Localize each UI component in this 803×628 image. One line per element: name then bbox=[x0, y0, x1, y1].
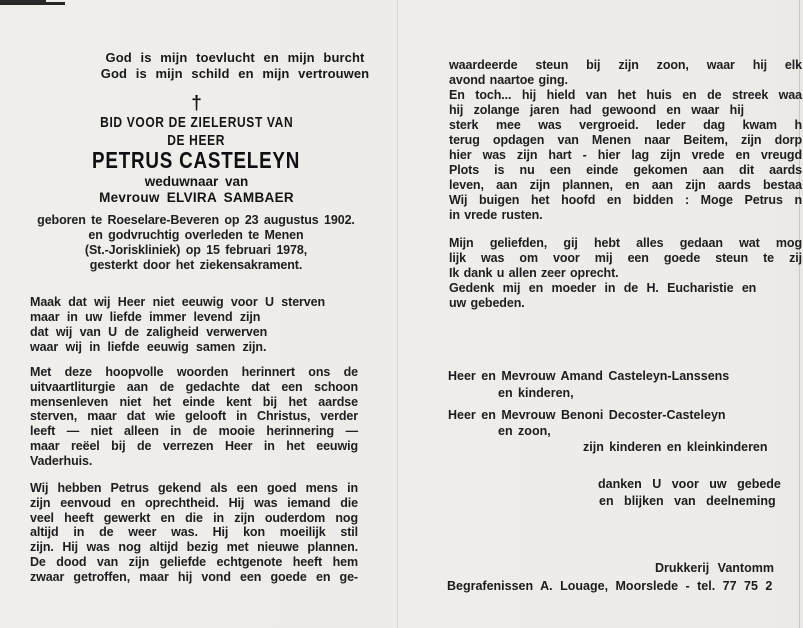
thanks-line: danken U voor uw gebede bbox=[598, 477, 781, 491]
prayer-title bbox=[30, 114, 363, 131]
body-line: in vrede rusten. bbox=[449, 208, 543, 222]
family-couple2-children: en zoon, bbox=[498, 424, 551, 438]
body-line: zwaar getroffen, maar hij vond een goede en ge- bbox=[30, 569, 358, 584]
body-line: Gedenk mij en moeder in de H. Eucharistie en bbox=[449, 281, 757, 295]
epigraph-line: God is mijn toevlucht en mijn burcht bbox=[105, 50, 365, 65]
sacrament-line: gesterkt door het ziekensakrament. bbox=[89, 258, 303, 272]
deceased-name bbox=[30, 147, 363, 174]
death-place-line: (St.-Joriskliniek) op 15 februari 1978, bbox=[84, 243, 308, 257]
body-line: avond naartoe ging. bbox=[449, 73, 568, 87]
body-line: leeft — niet alleen in de mooie herinnering — bbox=[30, 424, 358, 438]
family-couple1-children: en kinderen, bbox=[498, 386, 574, 400]
thanks-line: en blijken van deelneming bbox=[599, 494, 776, 508]
prayer-title-text: BID VOOR DE ZIELERUST VAN bbox=[99, 114, 294, 131]
body-line: Met deze hoopvolle woorden herinnert ons de bbox=[30, 365, 358, 379]
family-couple1: Heer en Mevrouw Amand Casteleyn-Lanssens bbox=[448, 369, 730, 383]
body-line: mensenleven niet het einde kent bij het aardse bbox=[30, 394, 358, 409]
body-line: sterven, maar dat wie gelooft in Christus, verder bbox=[30, 409, 358, 424]
body-line: De dood van zijn geliefde echtgenote heeft hem bbox=[30, 554, 358, 569]
page-fold-line bbox=[397, 0, 398, 628]
body-line: zijn eenvoud en oprechtheid. Hij was iemand die bbox=[30, 495, 358, 510]
family-couple2: Heer en Mevrouw Benoni Decoster-Casteleyn bbox=[448, 408, 726, 422]
body-line: sterk mee was vergroeid. Ieder dag kwam h bbox=[449, 118, 802, 132]
paragraph-continuation bbox=[449, 58, 802, 223]
prayer-poem bbox=[30, 295, 363, 355]
body-line: uitvaartliturgie aan de gedachte dat een schoon bbox=[30, 379, 358, 394]
body-line: En toch... hij hield van het huis en de streek waa bbox=[449, 88, 802, 102]
body-line: Mijn geliefden, gij hebt alles gedaan wat mog bbox=[449, 236, 802, 250]
undertaker-credit: Begrafenissen A. Louage, Moorslede - tel. 77 75 2 bbox=[447, 579, 773, 593]
poem-line: Maak dat wij Heer niet eeuwig voor U sterven bbox=[30, 295, 326, 309]
honorific-text: DE HEER bbox=[167, 132, 226, 149]
poem-line: maar in uw liefde immer levend zijn bbox=[30, 310, 261, 325]
body-line: lijk was om voor mij een goede steun te zij bbox=[449, 251, 802, 265]
body-line: uw gebeden. bbox=[449, 296, 525, 310]
cross-icon: † bbox=[191, 93, 202, 114]
paragraph-farewell bbox=[449, 236, 802, 311]
paragraph-hope bbox=[30, 365, 358, 468]
printer-credit: Drukkerij Vantomm bbox=[655, 561, 774, 575]
epigraph bbox=[96, 50, 374, 83]
paragraph-life bbox=[30, 481, 358, 584]
body-line: altijd in de weer was. Hij kon moeilijk stil bbox=[30, 525, 358, 540]
epigraph-line: God is mijn schild en mijn vertrouwen bbox=[100, 66, 370, 82]
body-line: Vaderhuis. bbox=[30, 453, 93, 468]
body-line: maar reëel bij de verrezen Heer in het eeuwig bbox=[30, 438, 358, 453]
poem-line: waar wij in liefde eeuwig samen zijn. bbox=[30, 340, 267, 355]
body-line: Plots is nu een einde gekomen aan dit aards bbox=[449, 163, 802, 177]
poem-line: dat wij van U de zaligheid verwerven bbox=[30, 325, 268, 340]
family-grandchildren: zijn kinderen en kleinkinderen bbox=[583, 440, 768, 454]
body-line: waardeerde steun bij zijn zoon, waar hij elk bbox=[449, 58, 802, 72]
birth-line: geboren te Roeselare-Beveren op 23 augustus 1902. bbox=[37, 213, 355, 227]
relation-line: weduwnaar van bbox=[144, 174, 249, 189]
body-line: Wij hebben Petrus gekend als een goed mens in bbox=[30, 481, 358, 495]
death-line: en godvruchtig overleden te Menen bbox=[88, 228, 304, 242]
body-line: zijn. Hij was nog altijd bezig met nieuwe plannen. bbox=[30, 540, 358, 554]
body-line: Wij buigen het hoofd en bidden : Moge Petrus n bbox=[449, 193, 802, 207]
deceased-name-text: PETRUS CASTELEYN bbox=[92, 147, 301, 173]
body-line: hij zolange jaren had gewoond en waar hij bbox=[449, 103, 744, 117]
body-line: terug opdagen van Menen naar Beitem, zijn dorp bbox=[449, 133, 802, 147]
spouse-name: Mevrouw ELVIRA SAMBAER bbox=[99, 189, 294, 205]
separator-rule-right bbox=[0, 2, 65, 5]
body-line: Ik dank u allen zeer oprecht. bbox=[449, 266, 619, 280]
body-line: veel heeft gewerkt en die in zijn ouderdom nog bbox=[30, 510, 358, 525]
body-line: hier was zijn hart - hier lag zijn vrede en vreugd bbox=[449, 148, 802, 162]
birth-death-details bbox=[28, 213, 364, 273]
body-line: leven, aan zijn plannen, en aan zijn aards bestaa bbox=[449, 178, 802, 192]
